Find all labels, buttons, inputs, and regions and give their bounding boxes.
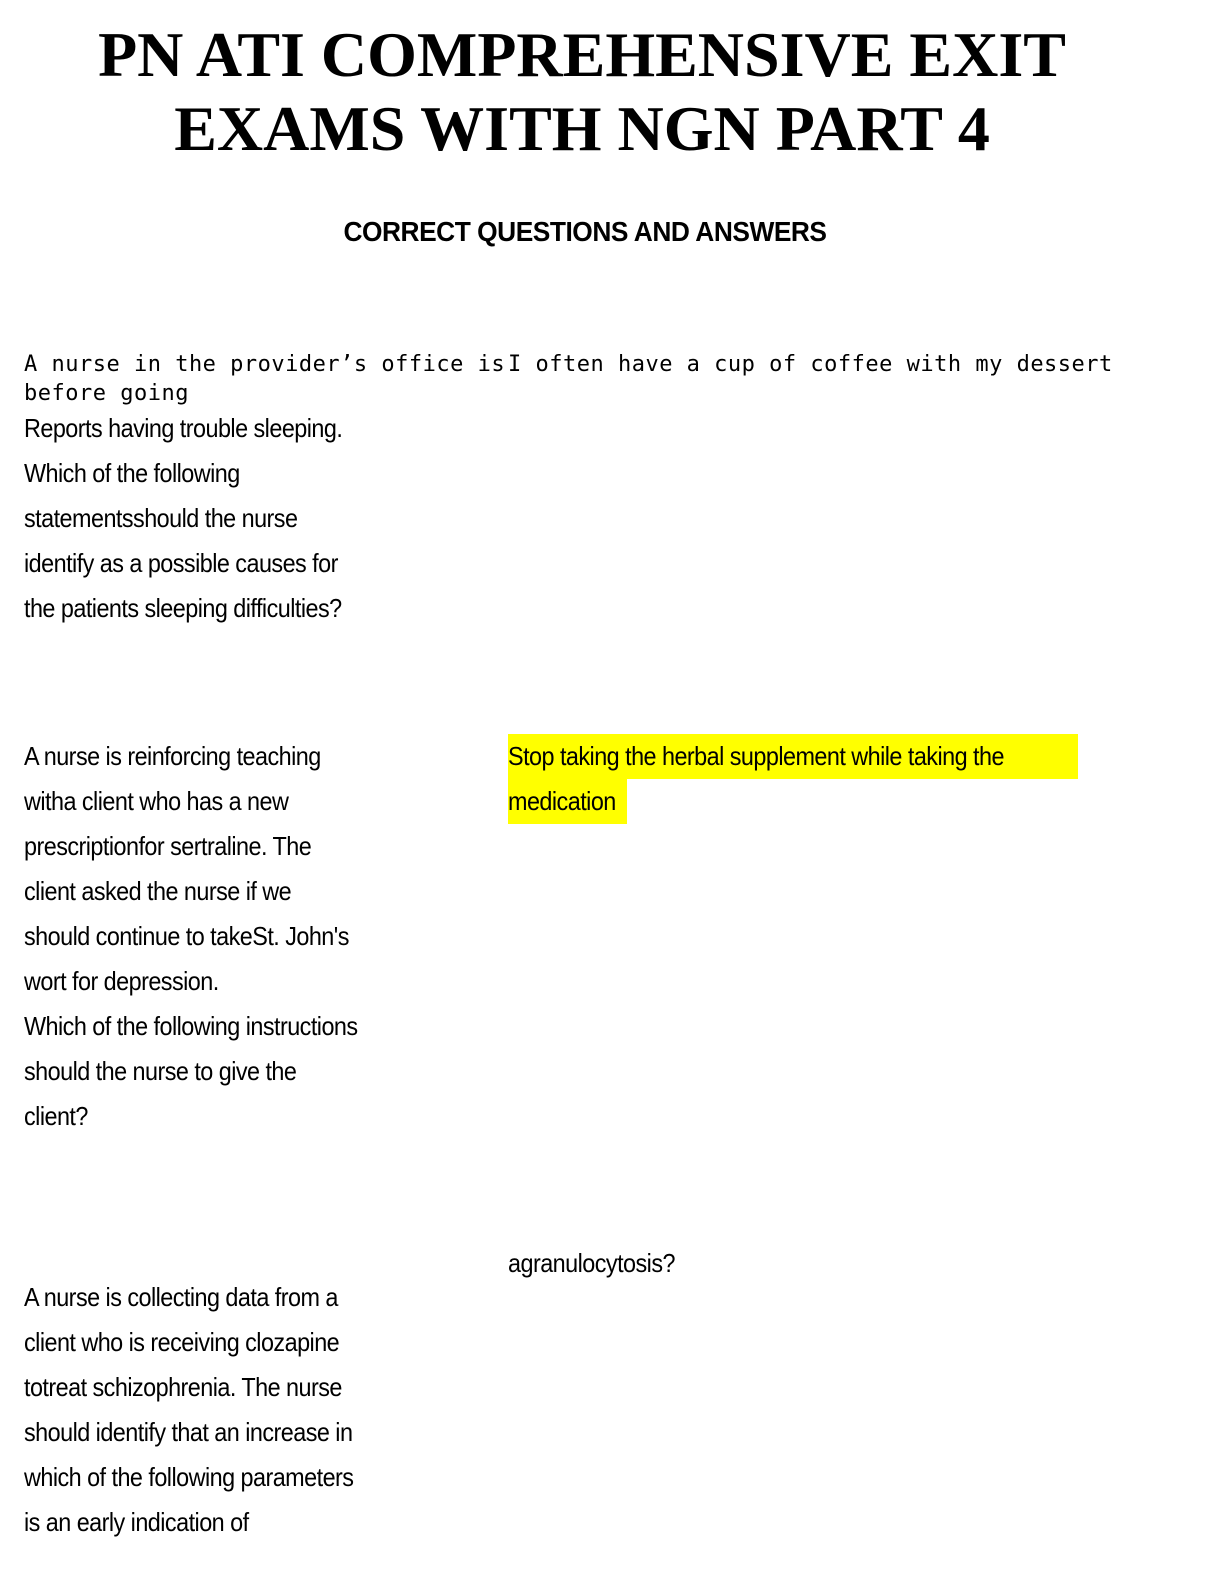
answer-2-line: Stop taking the herbal supplement while taking the xyxy=(508,741,1004,771)
question-2-line: witha client who has a new xyxy=(24,786,289,816)
question-1-line: Reports having trouble sleeping. xyxy=(24,413,343,443)
question-2-line: A nurse is reinforcing teaching xyxy=(24,741,321,771)
question-2-line: wort for depression. xyxy=(24,966,219,996)
question-2-line: Which of the following instructions xyxy=(24,1011,358,1041)
question-3-line: client who is receiving clozapine xyxy=(24,1327,340,1357)
question-1-intro-line: A nurse in the provider’s office is xyxy=(24,352,506,377)
question-3-line: A nurse is collecting data from a xyxy=(24,1282,338,1312)
document-subtitle: CORRECT QUESTIONS AND ANSWERS xyxy=(343,216,827,247)
answer-1 xyxy=(508,350,1113,379)
answer-3-line: agranulocytosis? xyxy=(508,1248,675,1278)
question-2-line: client? xyxy=(24,1101,88,1131)
question-1-line: the patients sleeping difficulties? xyxy=(24,593,342,623)
title-line-1: PN ATI COMPREHENSIVE EXIT xyxy=(98,19,1066,90)
question-1-intro-line: before going xyxy=(24,381,189,406)
question-3-line: should identify that an increase in xyxy=(24,1417,353,1447)
title-line-2: EXAMS WITH NGN PART 4 xyxy=(174,93,990,164)
question-3-line: totreat schizophrenia. The nurse xyxy=(24,1372,342,1402)
question-1-line: identify as a possible causes for xyxy=(24,548,338,578)
answer-1-line: I often have a cup of coffee with my dessert xyxy=(508,352,1113,377)
question-2-line: should continue to takeSt. John's xyxy=(24,921,349,951)
question-1-line: statementsshould the nurse xyxy=(24,503,298,533)
answer-2-highlighted xyxy=(508,734,1108,824)
question-2-line: should the nurse to give the xyxy=(24,1056,297,1086)
question-3-line: is an early indication of xyxy=(24,1507,249,1537)
document-title xyxy=(0,18,1164,166)
question-1-line: Which of the following xyxy=(24,458,240,488)
question-3-line: which of the following parameters xyxy=(24,1462,354,1492)
question-1-intro xyxy=(24,350,506,408)
question-2-line: prescriptionfor sertraline. The xyxy=(24,831,312,861)
answer-2-line: medication xyxy=(508,786,616,816)
answer-3 xyxy=(508,1241,1108,1286)
question-2-line: client asked the nurse if we xyxy=(24,876,292,906)
answer-2-highlight-2 xyxy=(508,779,627,824)
question-1 xyxy=(24,350,506,408)
question-3 xyxy=(24,1275,464,1545)
question-2 xyxy=(24,734,464,1139)
answer-2-highlight-1 xyxy=(508,734,1078,779)
question-1-body xyxy=(24,406,464,631)
